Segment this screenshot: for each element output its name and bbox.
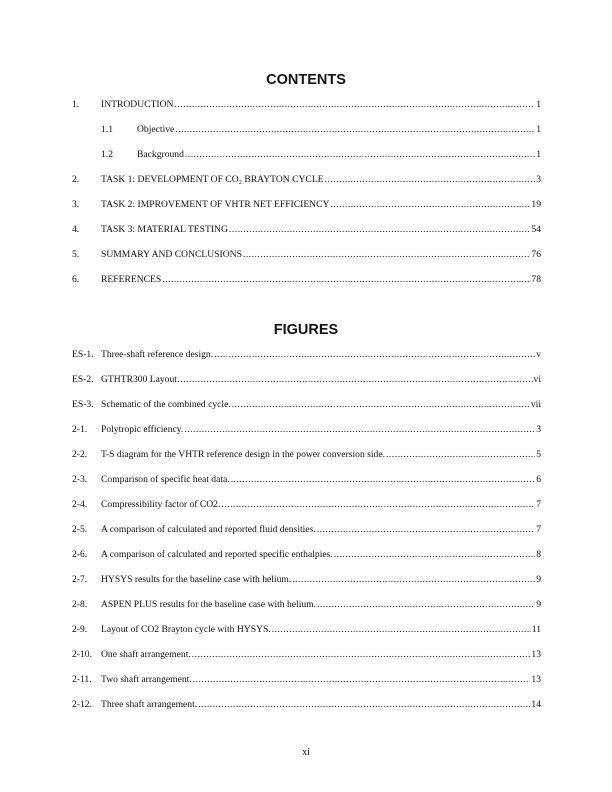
- entry-page: 19: [531, 199, 541, 210]
- toc-entry[interactable]: [72, 174, 541, 188]
- figure-entry[interactable]: [72, 374, 541, 388]
- entry-number: 1.: [72, 99, 80, 110]
- toc-entry[interactable]: [72, 224, 541, 238]
- entry-page: 7: [536, 524, 541, 535]
- figures-heading: FIGURES: [273, 322, 339, 338]
- entry-number: 2-5.: [72, 524, 88, 535]
- dot-leader: [193, 674, 531, 685]
- figure-entry[interactable]: [72, 424, 541, 438]
- dot-leader: [386, 449, 535, 460]
- entry-title: TASK 2: IMPROVEMENT OF VHTR NET EFFICIENCY: [101, 199, 330, 210]
- entry-number: 2-11.: [72, 674, 92, 685]
- dot-leader: [334, 549, 535, 560]
- entry-page: 13: [531, 649, 541, 660]
- dot-leader: [175, 124, 535, 135]
- figure-entry[interactable]: [72, 624, 541, 638]
- figure-entry[interactable]: [72, 449, 541, 463]
- entry-page: 5: [536, 449, 541, 460]
- figure-entry[interactable]: [72, 599, 541, 613]
- entry-title: Objective: [137, 124, 175, 135]
- entry-page: 1: [536, 124, 541, 135]
- entry-page: 54: [531, 224, 541, 235]
- dot-leader: [214, 349, 535, 360]
- entry-number: 2-3.: [72, 474, 88, 485]
- entry-page: 9: [536, 574, 541, 585]
- dot-leader: [174, 99, 535, 110]
- entry-title: Background: [137, 149, 184, 160]
- entry-number: 2-4.: [72, 499, 88, 510]
- entry-number: 2.: [72, 174, 80, 185]
- dot-leader: [232, 399, 530, 410]
- entry-title: Three-shaft reference design.: [101, 349, 214, 360]
- entry-number: 2-9.: [72, 624, 88, 635]
- entry-page: 9: [536, 599, 541, 610]
- figure-entry[interactable]: [72, 674, 541, 688]
- entry-number: ES-1.: [72, 349, 94, 360]
- entry-title: TASK 3: MATERIAL TESTING: [101, 224, 228, 235]
- entry-title: Two shaft arrangement.: [101, 674, 192, 685]
- entry-title: TASK 1: DEVELOPMENT OF CO₂ BRAYTON CYCLE: [101, 174, 324, 185]
- contents-heading: CONTENTS: [266, 72, 346, 88]
- figure-entry[interactable]: [72, 574, 541, 588]
- page-number: xi: [302, 747, 310, 758]
- entry-number: 3.: [72, 199, 80, 210]
- entry-title: GTHTR300 Layout.: [101, 374, 180, 385]
- dot-leader: [185, 149, 535, 160]
- toc-entry[interactable]: [72, 199, 541, 213]
- entry-number: 2-7.: [72, 574, 88, 585]
- entry-page: vi: [533, 374, 541, 385]
- figure-entry[interactable]: [72, 649, 541, 663]
- dot-leader: [317, 524, 535, 535]
- entry-number: 2-12.: [72, 699, 92, 710]
- dot-leader: [243, 249, 530, 260]
- figure-entry[interactable]: [72, 549, 541, 563]
- entry-number: 2-2.: [72, 449, 88, 460]
- dot-leader: [192, 649, 531, 660]
- entry-number: 2-6.: [72, 549, 88, 560]
- figure-entry[interactable]: [72, 499, 541, 513]
- figure-entry[interactable]: [72, 699, 541, 713]
- toc-entry[interactable]: [72, 249, 541, 263]
- entry-title: REFERENCES: [101, 274, 162, 285]
- entry-page: 11: [531, 624, 541, 635]
- dot-leader: [229, 224, 531, 235]
- dot-leader: [180, 374, 532, 385]
- entry-title: One shaft arrangement.: [101, 649, 191, 660]
- toc-entry[interactable]: [72, 274, 541, 288]
- entry-number: ES-2.: [72, 374, 94, 385]
- entry-title: SUMMARY AND CONCLUSIONS: [101, 249, 242, 260]
- toc-entry[interactable]: [72, 99, 541, 113]
- entry-number: 6.: [72, 274, 80, 285]
- entry-page: 6: [536, 474, 541, 485]
- entry-title: A comparison of calculated and reported specific enthalpies.: [101, 549, 333, 560]
- entry-page: 78: [531, 274, 541, 285]
- dot-leader: [325, 174, 536, 185]
- entry-page: 1: [536, 149, 541, 160]
- toc-entry[interactable]: [101, 124, 541, 138]
- entry-page: 76: [531, 249, 541, 260]
- figure-entry[interactable]: [72, 474, 541, 488]
- dot-leader: [292, 574, 535, 585]
- dot-leader: [330, 199, 530, 210]
- entry-page: 8: [536, 549, 541, 560]
- entry-title: T-S diagram for the VHTR reference design in the power conversion side.: [101, 449, 385, 460]
- entry-number: ES-3.: [72, 399, 94, 410]
- toc-entry[interactable]: [101, 149, 541, 163]
- entry-title: HYSYS results for the baseline case with helium.: [101, 574, 292, 585]
- entry-title: Three shaft arrangement.: [101, 699, 198, 710]
- entry-title: Compressibility factor of CO2.: [101, 499, 221, 510]
- entry-number: 2-10.: [72, 649, 92, 660]
- dot-leader: [317, 599, 535, 610]
- figure-entry[interactable]: [72, 399, 541, 413]
- entry-number: 4.: [72, 224, 80, 235]
- entry-number: 1.2: [101, 149, 113, 160]
- dot-leader: [272, 624, 531, 635]
- entry-page: 3: [536, 174, 541, 185]
- dot-leader: [221, 499, 535, 510]
- entry-title: Polytropic efficiency.: [101, 424, 184, 435]
- entry-page: v: [536, 349, 541, 360]
- entry-page: 7: [536, 499, 541, 510]
- dot-leader: [162, 274, 530, 285]
- entry-page: 1: [536, 99, 541, 110]
- dot-leader: [198, 699, 530, 710]
- entry-number: 1.1: [101, 124, 113, 135]
- entry-page: 14: [531, 699, 541, 710]
- figure-entry[interactable]: [72, 349, 541, 363]
- entry-title: ASPEN PLUS results for the baseline case with helium.: [101, 599, 317, 610]
- entry-number: 2-8.: [72, 599, 88, 610]
- dot-leader: [231, 474, 536, 485]
- figure-entry[interactable]: [72, 524, 541, 538]
- entry-page: vii: [530, 399, 541, 410]
- entry-title: Schematic of the combined cycle.: [101, 399, 231, 410]
- entry-title: Layout of CO2 Brayton cycle with HYSYS.: [101, 624, 271, 635]
- entry-page: 3: [536, 424, 541, 435]
- entry-title: Comparison of specific heat data.: [101, 474, 230, 485]
- entry-number: 2-1.: [72, 424, 88, 435]
- entry-title: A comparison of calculated and reported fluid densities.: [101, 524, 316, 535]
- entry-title: INTRODUCTION: [101, 99, 174, 110]
- entry-number: 5.: [72, 249, 80, 260]
- entry-page: 13: [531, 674, 541, 685]
- dot-leader: [184, 424, 535, 435]
